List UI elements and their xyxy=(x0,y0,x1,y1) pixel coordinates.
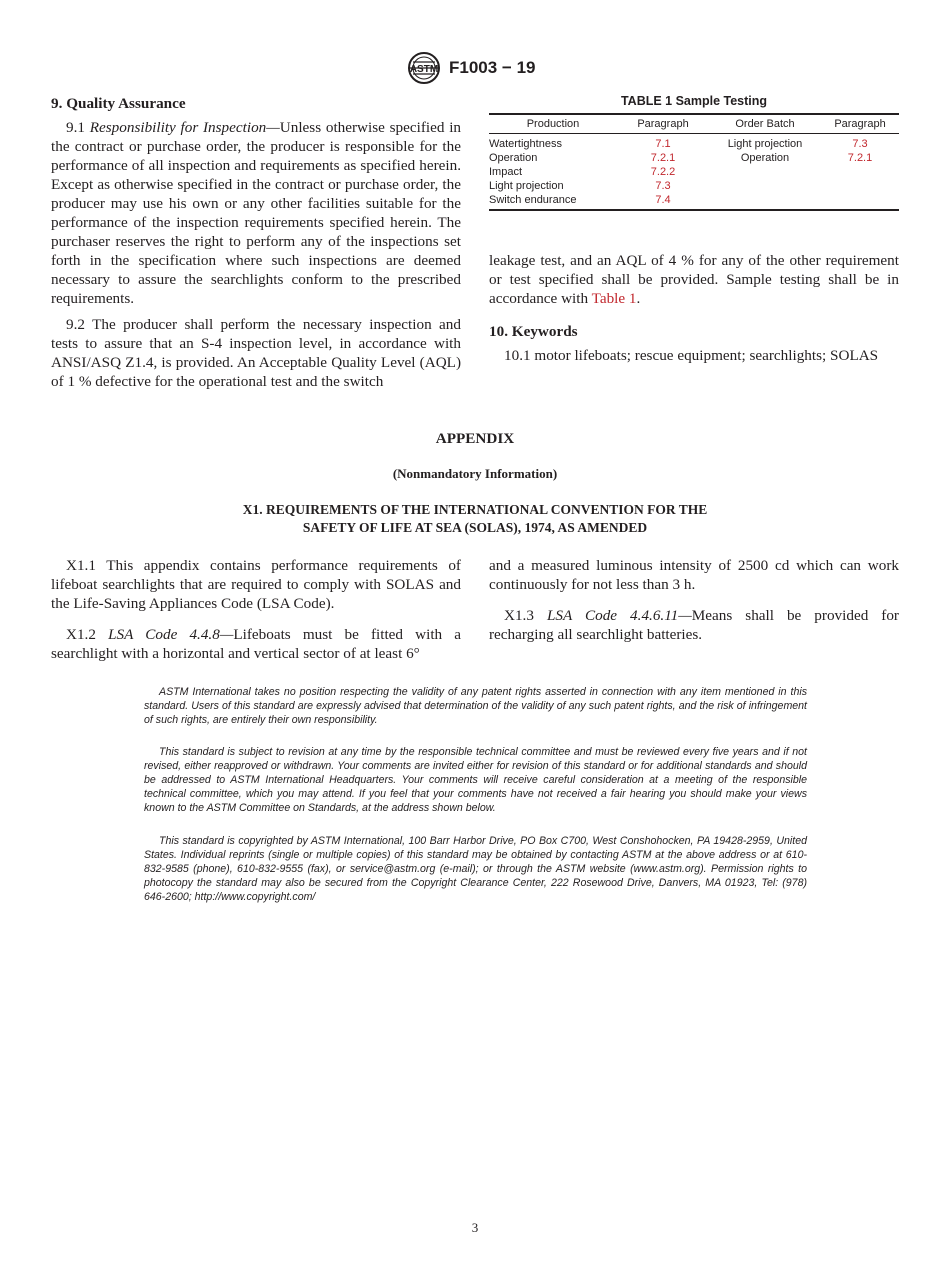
table-cell xyxy=(821,193,899,210)
paragraph-link[interactable]: 7.1 xyxy=(655,138,671,150)
section-9-heading: 9. Quality Assurance xyxy=(51,95,186,112)
table-row xyxy=(489,179,899,193)
paragraph-link[interactable]: 7.3 xyxy=(852,138,868,150)
table-header-row xyxy=(489,114,899,134)
paragraph-title: LSA Code 4.4.6.11— xyxy=(546,607,692,624)
paragraph-text: Lifeboats must be fitted with a searchlight with a horizontal and vertical sector of at least 6° xyxy=(51,626,462,662)
paragraph-text: Means shall be provided for recharging all searchlight batteries. xyxy=(489,607,899,643)
appendix-heading-line: SAFETY OF LIFE AT SEA (SOLAS), 1974, AS AMENDED xyxy=(302,520,648,535)
table-cell xyxy=(709,165,821,179)
table-cell xyxy=(821,165,899,179)
paragraph-link[interactable]: 7.4 xyxy=(617,193,709,210)
sample-testing-table xyxy=(489,113,899,211)
table-cell: Impact xyxy=(489,166,523,178)
paragraph-x1-2-continued: and a measured luminous intensity of 2500 cd which can work continuously for not less than 3 h. xyxy=(489,557,899,593)
table-cell xyxy=(821,179,899,193)
table-row xyxy=(489,193,899,210)
patent-notice: ASTM International takes no position respecting the validity of any patent rights asserted in connection with any item mentioned in this standard. Users of this standard are expressly advised that determination of the validity of any such patent rights, and the risk of infringement of such rights, are entirely their own responsibility. xyxy=(144,686,807,726)
paragraph-number: X1.3 xyxy=(504,607,547,624)
table-cell: Light projection xyxy=(489,180,564,192)
paragraph-title: Responsibility for Inspection— xyxy=(89,119,280,136)
paragraph-link[interactable]: 7.3 xyxy=(655,180,671,192)
appendix-subtitle: (Nonmandatory Information) xyxy=(392,466,558,481)
paragraph-9-2-continued xyxy=(489,251,899,308)
appendix-title: APPENDIX xyxy=(435,430,515,447)
table-cell: Operation xyxy=(740,152,790,164)
table-row xyxy=(489,134,899,152)
paragraph-title: LSA Code 4.4.8— xyxy=(108,626,234,643)
table-cell: Switch endurance xyxy=(489,193,617,210)
column-header: Order Batch xyxy=(709,114,821,134)
table-cell: Watertightness xyxy=(489,138,562,150)
table-row xyxy=(489,151,899,165)
table-cell: Operation xyxy=(489,152,538,164)
paragraph-number: 9.1 xyxy=(66,119,90,136)
table-cell: Light projection xyxy=(727,138,803,150)
astm-logo-icon xyxy=(405,51,443,85)
appendix-heading xyxy=(51,501,899,537)
svg-text:ASTM: ASTM xyxy=(409,64,439,75)
paragraph-text: Unless otherwise specified in the contract or purchase order, the producer is responsible for the performance of all inspection and requirements as specified herein. Except as otherwise specified in the contract or purchase order, the producer may use his own or any other facilities suitable for the performance of the inspection requirements specified herein. The purchaser reserves the right to perform any of the inspections set forth in the specification where such inspections are deemed necessary to assure the searchlights conform to the prescribed requirements. xyxy=(51,119,462,307)
table-row xyxy=(489,165,899,179)
paragraph-9-1 xyxy=(51,118,461,308)
paragraph-x1-1: X1.1 This appendix contains performance requirements of lifeboat searchlights that are required to comply with SOLAS and the Life-Saving Appliances Code (LSA Code). xyxy=(51,557,461,612)
table-cell xyxy=(709,179,821,193)
column-header: Production xyxy=(489,114,617,134)
page-number: 3 xyxy=(471,1220,479,1235)
paragraph-text: . xyxy=(636,290,641,307)
right-column-text xyxy=(489,251,899,365)
paragraph-link[interactable]: 7.2.1 xyxy=(847,152,873,164)
section-9 xyxy=(51,94,461,391)
column-header: Paragraph xyxy=(821,114,899,134)
paragraph-link[interactable]: 7.2.2 xyxy=(650,166,676,178)
paragraph-10-1: 10.1 motor lifeboats; rescue equipment; searchlights; SOLAS xyxy=(504,347,879,364)
appendix-left-column xyxy=(51,556,461,663)
paragraph-x1-2 xyxy=(51,625,461,663)
document-id: F1003 − 19 xyxy=(449,58,536,77)
table-1 xyxy=(489,94,899,211)
table-title: TABLE 1 Sample Testing xyxy=(620,94,768,108)
table-cell xyxy=(709,193,821,210)
appendix-right-column xyxy=(489,556,899,644)
column-header: Paragraph xyxy=(617,114,709,134)
paragraph-link[interactable]: 7.2.1 xyxy=(650,152,676,164)
paragraph-9-2: 9.2 The producer shall perform the necessary inspection and tests to assure that an S-4 inspection level, in accordance with ANSI/ASQ Z1.4, is provided. An Acceptable Quality Level (AQL) of 1 % defective for the operational test and the switch xyxy=(51,316,461,390)
paragraph-text: leakage test, and an AQL of 4 % for any of the other requirement or test specified shall be provided. Sample testing shall be in accordance with xyxy=(489,252,899,307)
revision-notice: This standard is subject to revision at any time by the responsible technical committee and must be reviewed every five years and if not revised, either reapproved or withdrawn. Your comments are invited either for revision of this standard or for additional standards and should be addressed to ASTM International Headquarters. Your comments will receive careful consideration at a meeting of the responsible technical committee, which you may attend. If you feel that your comments have not received a fair hearing you should make your views known to the ASTM Committee on Standards, at the address shown below. xyxy=(144,746,807,814)
paragraph-x1-3 xyxy=(489,606,899,644)
section-10-heading: 10. Keywords xyxy=(489,323,578,340)
page-header xyxy=(405,50,536,86)
paragraph-number: X1.2 xyxy=(66,626,109,643)
appendix-heading-line: X1. REQUIREMENTS OF THE INTERNATIONAL CONVENTION FOR THE xyxy=(242,502,708,517)
table-1-link[interactable]: Table 1 xyxy=(591,290,637,307)
copyright-notice: This standard is copyrighted by ASTM International, 100 Barr Harbor Drive, PO Box C700, West Conshohocken, PA 19428-2959, United States. Individual reprints (single or multiple copies) of this standard may be obtained by contacting ASTM at the above address or at 610-832-9585 (phone), 610-832-9555 (fax), or service@astm.org (e-mail); or through the ASTM website (www.astm.org). Permission rights to photocopy the standard may also be secured from the Copyright Clearance Center, 222 Rosewood Drive, Danvers, MA 01923, Tel: (978) 646-2600; http://www.copyright.com/ xyxy=(144,835,807,903)
